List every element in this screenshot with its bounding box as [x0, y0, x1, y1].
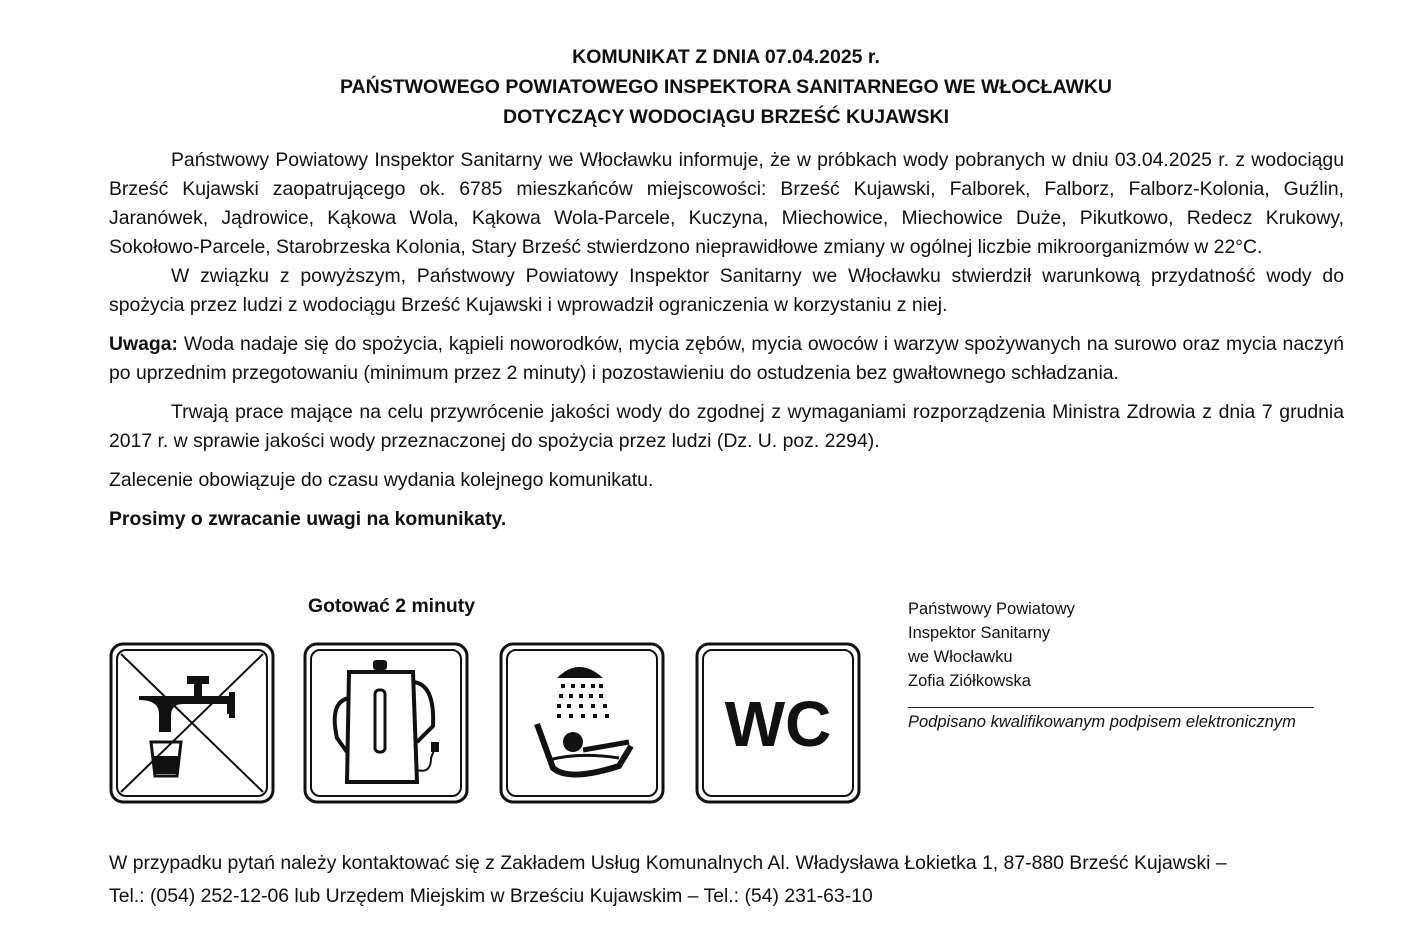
paragraph-findings: Państwowy Powiatowy Inspektor Sanitarny we Włocławku informuje, że w próbkach wody pobranych w dniu 03.04.2025 r. z wodociągu Brześć Kujawski zaopatrującego ok. 6785 mieszkańców miejscowości: Brześć Kujawski, Falborek, Falborz, Falborz-Kolonia, Guźlin, Jaranówek, Jądrowice, Kąkowa Wola, Kąkowa Wola-Parcele, Kuczyna, Miechowice, Miechowice Duże, Pikutkowo, Redecz Krukowy, Sokołowo-Parcele, Starobrzeska Kolonia, Stary Brześć stwierdzono nieprawidłowe zmiany w ogólnej liczbie mikroorganizmów w 22°C. [109, 149, 1344, 258]
note-text: Woda nadaje się do spożycia, kąpieli noworodków, mycia zębów, mycia owoców i warzyw spożywanych na surowo oraz mycia naczyń po uprzednim przegotowaniu (minimum przez 2 minuty) i pozostawieniu do ostudzenia bez gwałtownego schładzania. [109, 333, 1344, 384]
signature-line-1: Państwowy Powiatowy [908, 600, 1075, 618]
contact-footer [109, 847, 1349, 913]
footer-line-1: W przypadku pytań należy kontaktować się z Zakładem Usług Komunalnych Al. Władysława Łokietka 1, 87-880 Brześć Kujawski – [109, 852, 1227, 874]
document-header [0, 42, 1428, 132]
header-date-line: KOMUNIKAT Z DNIA 07.04.2025 r. [572, 46, 880, 68]
header-subject-line: DOTYCZĄCY WODOCIĄGU BRZEŚĆ KUJAWSKI [503, 106, 949, 128]
shower-bath-icon [499, 642, 665, 804]
footer-line-2: Tel.: (054) 252-12-06 lub Urzędem Miejskim w Brześciu Kujawskim – Tel.: (54) 231-63-10 [109, 885, 873, 907]
signature-rule [908, 699, 1314, 708]
signature-block [908, 597, 1314, 734]
signature-name: Zofia Ziółkowska [908, 672, 1031, 690]
paragraph-works: Trwają prace mające na celu przywrócenie jakości wody do zgodnej z wymaganiami rozporządzenia Ministra Zdrowia z dnia 7 grudnia 2017 r. w sprawie jakości wody przeznaczonej do spożycia przez ludzi (Dz. U. poz. 2294). [109, 401, 1344, 452]
wc-icon [695, 642, 861, 804]
paragraph-note [109, 330, 1344, 388]
paragraph-appeal: Prosimy o zwracanie uwagi na komunikaty. [109, 508, 507, 530]
signature-line-3: we Włocławku [908, 648, 1013, 666]
no-tap-water-icon [109, 642, 275, 804]
boil-caption: Gotować 2 minuty [308, 595, 475, 617]
document-body [109, 146, 1344, 534]
paragraph-validity: Zalecenie obowiązuje do czasu wydania kolejnego komunikatu. [109, 469, 654, 491]
signature-note: Podpisano kwalifikowanym podpisem elektronicznym [908, 713, 1296, 731]
signature-line-2: Inspektor Sanitarny [908, 624, 1051, 642]
header-authority-line: PAŃSTWOWEGO POWIATOWEGO INSPEKTORA SANITARNEGO WE WŁOCŁAWKU [339, 76, 1113, 98]
kettle-icon [303, 642, 469, 804]
pictogram-row [109, 642, 861, 806]
wc-label: WC [724, 688, 832, 760]
note-label: Uwaga: [109, 333, 178, 355]
paragraph-decision: W związku z powyższym, Państwowy Powiatowy Inspektor Sanitarny we Włocławku stwierdził warunkową przydatność wody do spożycia przez ludzi z wodociągu Brześć Kujawski i wprowadził ograniczenia w korzystaniu z niej. [109, 265, 1344, 316]
